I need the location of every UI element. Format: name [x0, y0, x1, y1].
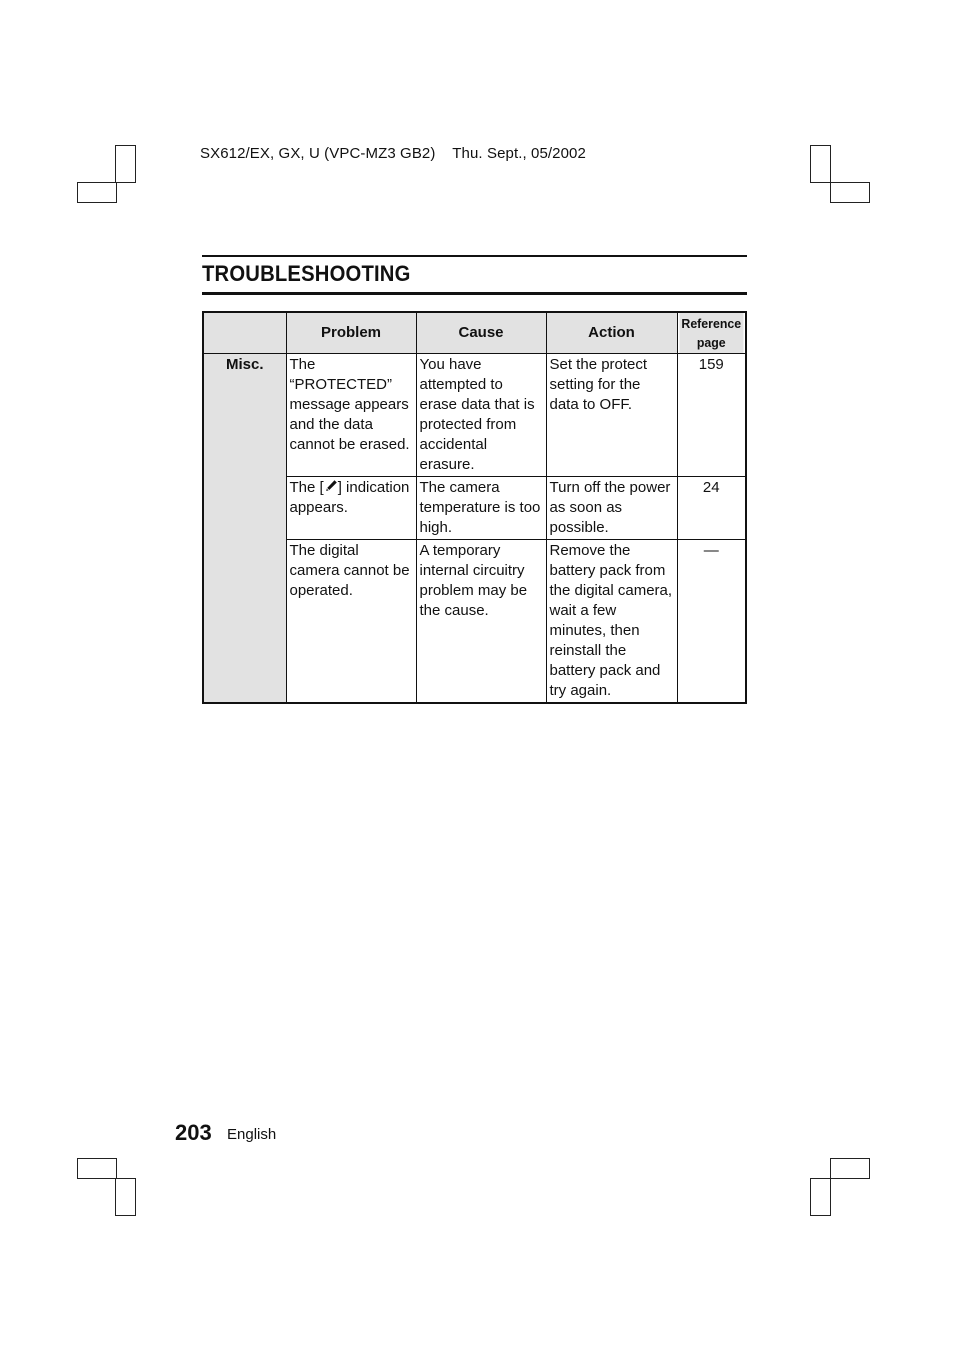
header-model: SX612/EX, GX, U (VPC-MZ3 GB2): [200, 145, 436, 162]
action-cell: Set the protect setting for the data to OFF.: [546, 354, 677, 477]
header-reference-page: [679, 312, 745, 354]
action-cell: Remove the battery pack from the digital camera, wait a few minutes, then reinstall the battery pack and try again.: [546, 540, 677, 704]
problem-cell: The “PROTECTED” message appears and the data cannot be erased.: [286, 354, 416, 477]
reference-cell: 159: [677, 354, 746, 477]
crop-mark-top-left-vertical: [115, 145, 136, 183]
troubleshooting-table: [202, 311, 747, 704]
section-title: TROUBLESHOOTING: [202, 261, 411, 286]
title-top-rule: [202, 255, 747, 257]
problem-text-before-icon: The [: [289, 479, 324, 496]
table-row: [203, 354, 746, 477]
crop-mark-top-right-horizontal: [830, 182, 870, 203]
header-blank: [203, 312, 286, 354]
table-header-row: [203, 312, 746, 354]
crop-mark-bottom-right-vertical: [810, 1178, 831, 1216]
header-cause: Cause: [416, 312, 546, 354]
cause-cell: A temporary internal circuitry problem may be the cause.: [416, 540, 546, 704]
page-number: 203: [175, 1120, 212, 1145]
reference-cell: —: [677, 540, 746, 704]
header-action: Action: [546, 312, 677, 354]
category-cell: Misc.: [203, 354, 286, 704]
cause-cell: The camera temperature is too high.: [416, 477, 546, 540]
header-date: Thu. Sept., 05/2002: [452, 145, 586, 162]
crop-mark-bottom-left-horizontal: [77, 1158, 117, 1179]
header-reference-line1: Reference: [681, 316, 742, 331]
header-reference-line2: page: [696, 335, 726, 350]
problem-cell: The digital camera cannot be operated.: [286, 540, 416, 704]
thermometer-warning-icon: [324, 479, 338, 493]
cause-cell: You have attempted to erase data that is protected from accidental erasure.: [416, 354, 546, 477]
crop-mark-bottom-left-vertical: [115, 1178, 136, 1216]
problem-cell: [286, 477, 416, 540]
action-cell: Turn off the power as soon as possible.: [546, 477, 677, 540]
language-label: English: [227, 1126, 277, 1143]
crop-mark-top-left-horizontal: [77, 182, 117, 203]
running-header: [200, 145, 586, 162]
header-problem: Problem: [286, 312, 416, 354]
crop-mark-top-right-vertical: [810, 145, 831, 183]
title-bottom-rule: [202, 292, 747, 295]
crop-mark-bottom-right-horizontal: [830, 1158, 870, 1179]
problem-text-after-icon: ] indication appears.: [289, 479, 410, 516]
reference-cell: 24: [677, 477, 746, 540]
